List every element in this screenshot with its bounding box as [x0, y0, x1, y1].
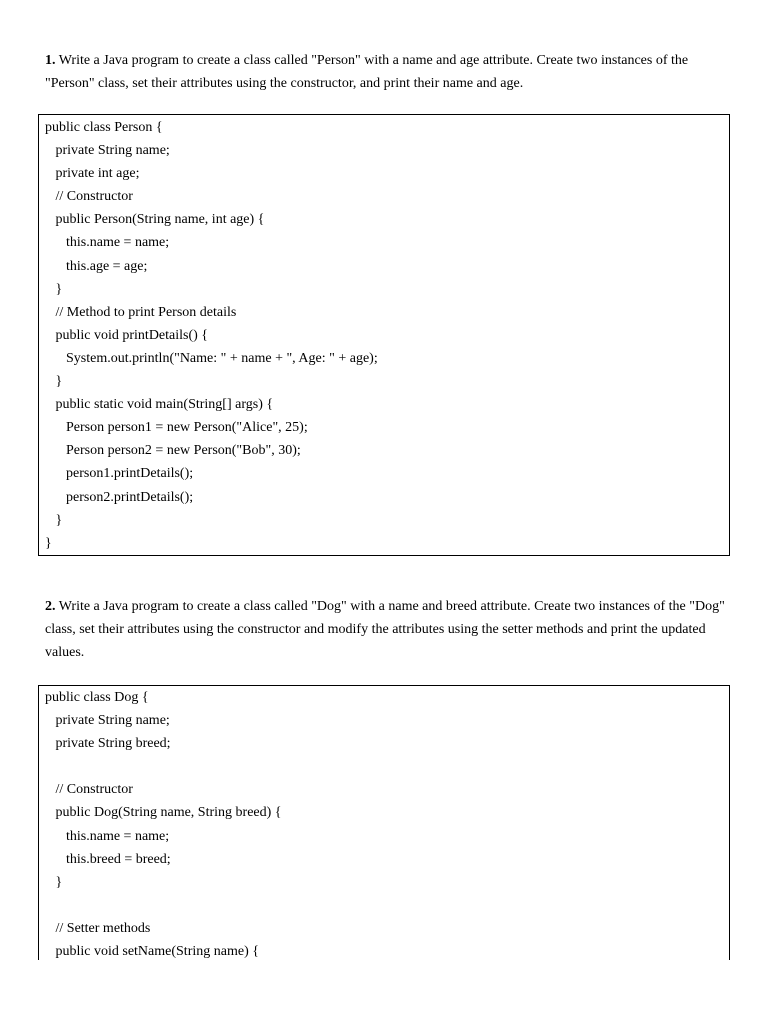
code-line: System.out.println("Name: " + name + ", Age: " + age);: [45, 350, 378, 366]
code-line: }: [45, 281, 63, 297]
code-line: person1.printDetails();: [45, 466, 194, 482]
code-line: this.age = age;: [45, 258, 148, 274]
code-line: }: [45, 512, 63, 528]
code-line: private String name;: [45, 143, 170, 159]
code-line: // Method to print Person details: [45, 304, 237, 320]
code-line: public class Dog {: [45, 690, 149, 705]
code-line: Person person2 = new Person("Bob", 30);: [45, 443, 301, 459]
code-line: // Constructor: [45, 782, 133, 798]
code-line: }: [45, 535, 52, 551]
code-line: public static void main(String[] args) {: [45, 397, 274, 413]
code-line: private int age;: [45, 166, 140, 182]
question-2: [45, 595, 725, 664]
code-line: // Constructor: [45, 189, 133, 205]
code-line: Person person1 = new Person("Alice", 25);: [45, 420, 308, 436]
question-1-number: 1.: [45, 53, 56, 68]
question-1: [45, 49, 725, 95]
code-line: public Dog(String name, String breed) {: [45, 805, 282, 821]
code-line: person2.printDetails();: [45, 489, 194, 505]
code-line: public void printDetails() {: [45, 327, 209, 343]
code-line: this.name = name;: [45, 235, 170, 251]
code-line: // Setter methods: [45, 920, 151, 936]
code-block-dog: [38, 685, 730, 960]
code-line: private String breed;: [45, 736, 171, 752]
question-2-text: Write a Java program to create a class called "Dog" with a name and breed attribute. Create two instances of the "Dog" class, set their attributes using the constructor and modify the attributes using the setter methods and print the updated values.: [45, 599, 725, 660]
code-block-person: [38, 114, 730, 556]
code-line: public class Person {: [45, 120, 163, 135]
question-2-number: 2.: [45, 599, 56, 614]
code-line: [39, 894, 729, 917]
code-line: public void setName(String name) {: [45, 944, 259, 960]
code-line: this.name = name;: [45, 828, 170, 844]
code-line: [39, 755, 729, 778]
code-line: this.breed = breed;: [45, 851, 171, 867]
code-line: public Person(String name, int age) {: [45, 212, 265, 228]
code-line: }: [45, 874, 63, 890]
code-line: private String name;: [45, 713, 170, 729]
code-line: }: [45, 374, 63, 390]
question-1-text: Write a Java program to create a class called "Person" with a name and age attribute. Create two instances of the "Person" class, set their attributes using the constructor, and print their name and age.: [45, 53, 689, 91]
